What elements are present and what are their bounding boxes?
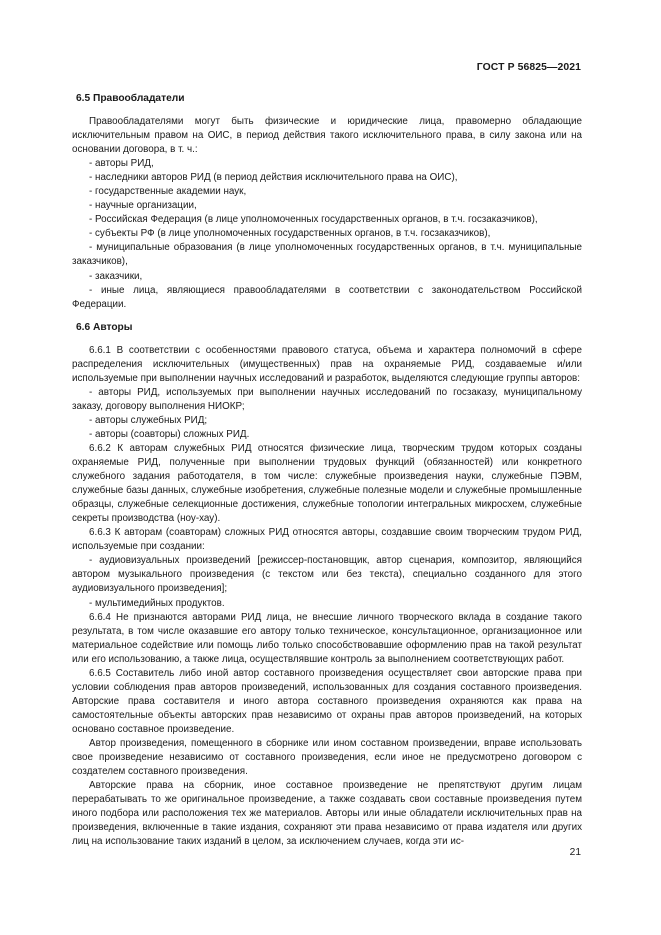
list-item: - авторы (соавторы) сложных РИД. (89, 428, 250, 440)
paragraph-6-6-3: 6.6.3 К авторам (соавторам) сложных РИД относятся авторы, создавшие своим творческим трудом РИД, используемые при создании: (72, 527, 582, 553)
paragraph-6-6-5: 6.6.5 Составитель либо иной автор составного произведения осуществляет свои авторские права при условии соблюдения прав авторов произведений, использованных для создания составного произведения. Авторские права составителя и иного автора составного произведения охраняются как права на самостоятельные объекты авторских прав независимо от охраны прав авторов произведений, на которых основано составное произведение. (72, 667, 582, 735)
paragraph-6-6-1: 6.6.1 В соответствии с особенностями правового статуса, объема и характера полномочий в сфере распределения исключительных (имущественных) прав на охраняемые РИД, создаваемые и/или используемые при выполнении научных исследований и разработок, выделяются следующие группы авторов: (72, 344, 582, 384)
list-item: - наследники авторов РИД (в период действия исключительного права на ОИС), (89, 172, 458, 184)
list-item: - государственные академии наук, (89, 186, 247, 198)
list-item: - Российская Федерация (в лице уполномоченных государственных органов, в т.ч. госзаказчиков), (89, 214, 538, 226)
standard-designation: ГОСТ Р 56825—2021 (476, 62, 581, 73)
list-item: - муниципальные образования (в лице уполномоченных государственных органов, в т.ч. муниципальные заказчиков), (72, 242, 582, 268)
paragraph-6-6-2: 6.6.2 К авторам служебных РИД относятся физические лица, творческим трудом которых созданы охраняемые РИД, полученные при выполнении трудовых функций (обязанностей) или конкретного служебного задания работодателя, в том числе: служебные произведения науки, служебные ПЭВМ, служебные базы данных, служебные изобретения, служебные полезные модели и служебные промышленные образцы, служебные селекционные достижения, служебные топологии интегральных микросхем, служебные секреты производства (ноу-хау). (72, 442, 582, 525)
list-item: - заказчики, (89, 270, 143, 282)
list-item: - субъекты РФ (в лице уполномоченных государственных органов, в т.ч. госзаказчиков), (89, 228, 491, 240)
list-item: - мультимедийных продуктов. (89, 597, 225, 609)
paragraph-author-compilation: Автор произведения, помещенного в сборнике или ином составном произведении, вправе использовать свое произведение независимо от составного произведения, если иное не предусмотрено договором с создателем составного произведения. (72, 737, 582, 778)
page-body (72, 92, 582, 849)
section-heading-6-5: 6.5 Правообладатели (76, 93, 185, 104)
paragraph-6-6-4: 6.6.4 Не признаются авторами РИД лица, не внесшие личного творческого вклада в создание такого результата, в том числе оказавшие его автору только техническое, консультационное, организационное или материальное содействие или помощь либо только способствовавшие оформлению прав на такой результат или его использованию, а также лица, осуществлявшие контроль за выполнением соответствующих работ. (72, 611, 582, 665)
list-item: - иные лица, являющиеся правообладателями в соответствии с законодательством Российской Федерации. (72, 284, 582, 310)
paragraph-owners-intro: Правообладателями могут быть физические и юридические лица, правомерно обладающие исключительным правом на ОИС, в период действия такого исключительного права, в силу закона или на основании договора, в т. ч.: (72, 116, 582, 156)
section-heading-6-6: 6.6 Авторы (76, 321, 133, 333)
list-item: - авторы служебных РИД; (89, 414, 208, 426)
paragraph-compilation-rights: Авторские права на сборник, иное составное произведение не препятствуют другим лицам перерабатывать то же оригинальное произведение, а также создавать свои составные произведения путем иного подбора или расположения тех же материалов. Авторы или иные обладатели исключительных прав на произведения, включенные в такие издания, сохраняют эти права независимо от права издателя или других лиц на использование таких изданий в целом, за исключением случаев, когда эти ис- (72, 780, 582, 848)
page-number: 21 (569, 847, 581, 858)
list-item: - авторы РИД, (89, 158, 154, 170)
list-item: - аудиовизуальных произведений [режиссер-постановщик, автор сценария, композитор, являющийся автором музыкального произведения (с текстом или без текста), специально созданного для этого аудиовизуального произведения]; (72, 555, 582, 595)
list-item: - научные организации, (89, 200, 197, 212)
list-item: - авторы РИД, используемых при выполнении научных исследований по госзаказу, муниципальному заказу, договору выполнения НИОКР; (72, 386, 582, 412)
